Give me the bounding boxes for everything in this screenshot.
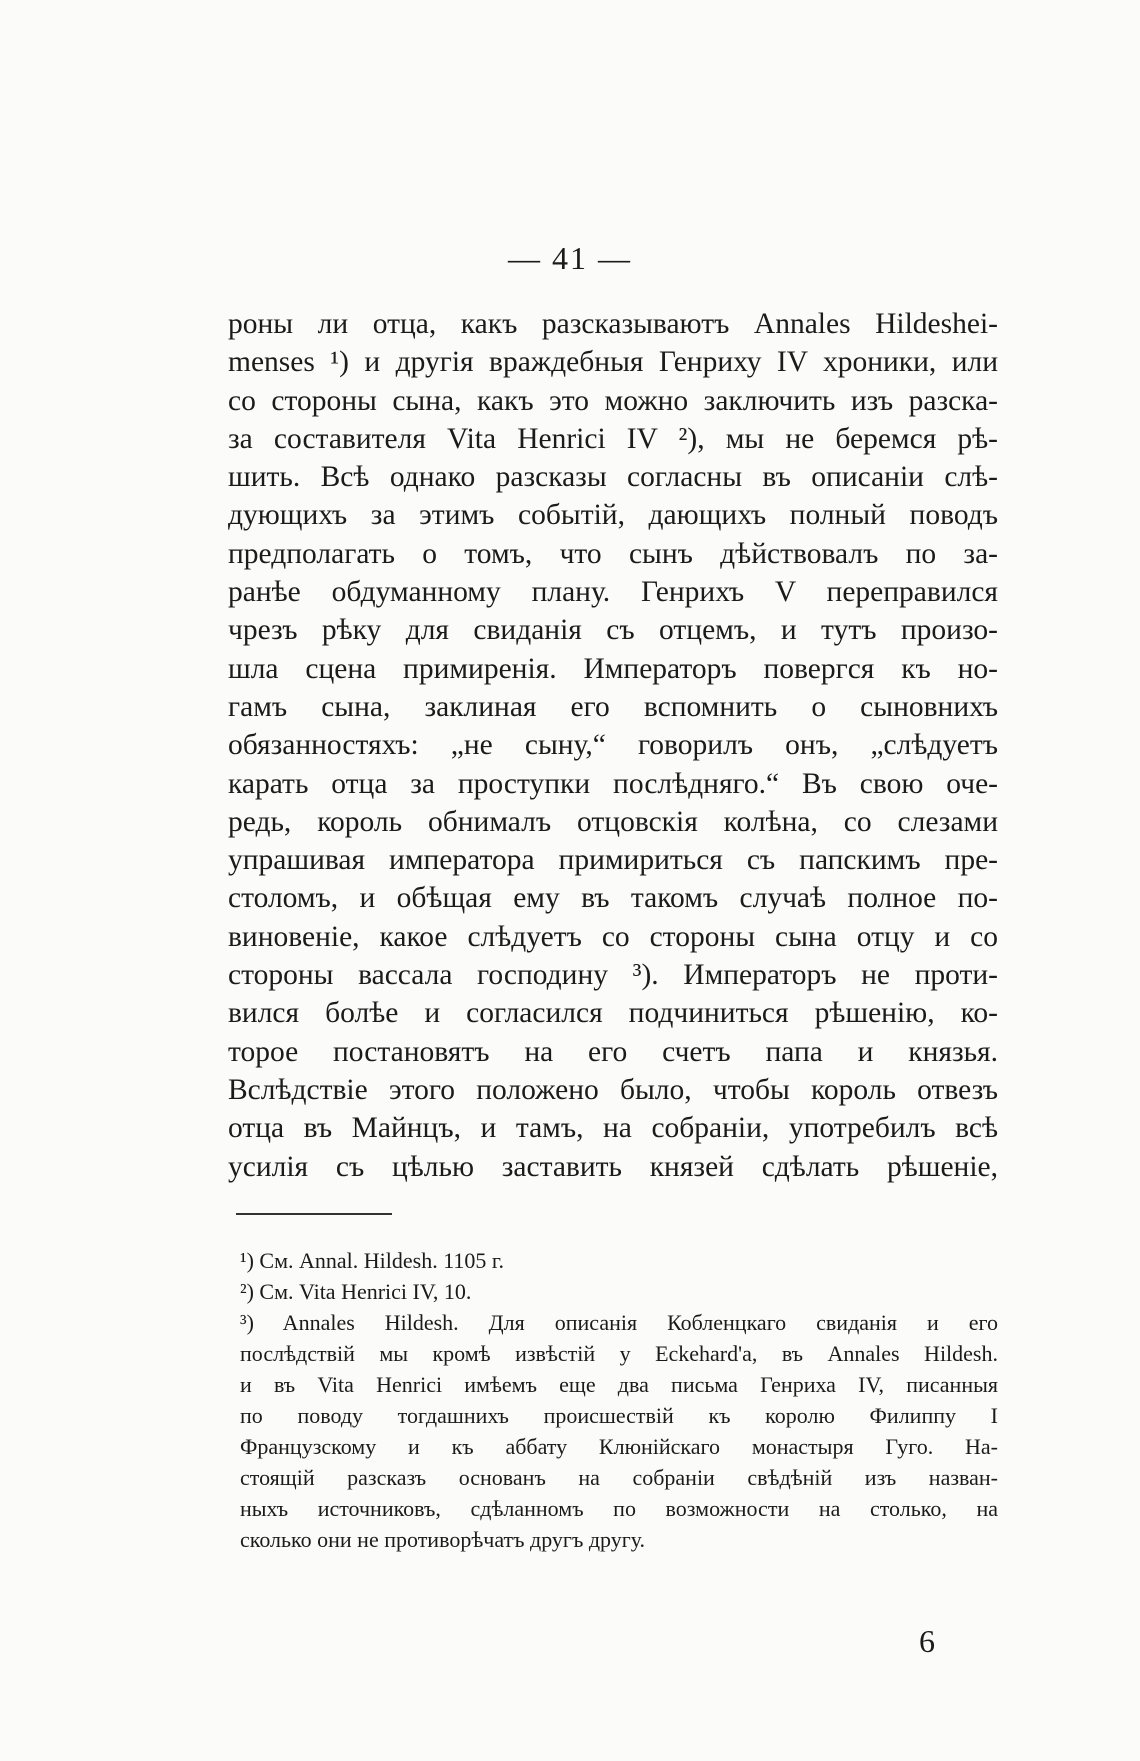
text-line: за составителя Vita Henrici IV ²), мы не беремся рѣ- xyxy=(228,422,998,455)
text-line: чрезъ рѣку для свиданія съ отцемъ, и тутъ произо- xyxy=(228,614,998,647)
footnote-1: ¹) См. Annal. Hildesh. 1105 г. xyxy=(240,1248,504,1273)
text-line: вился болѣе и согласился подчиниться рѣшенію, ко- xyxy=(228,997,998,1030)
page-number: — 41 — xyxy=(508,240,632,276)
text-line: шла сцена примиренія. Императоръ повергся къ но- xyxy=(228,652,998,685)
text-line: виновеніе, какое слѣдуетъ со стороны сына отцу и со xyxy=(228,920,998,953)
text-line: стороны вассала господину ³). Императоръ не проти- xyxy=(228,959,998,992)
footnote-3-line: стоящій разсказъ основанъ на собраніи свѣдѣній изъ назван- xyxy=(240,1465,998,1490)
text-line: menses ¹) и другія враждебныя Генриху IV хроники, или xyxy=(228,346,998,379)
footnote-3-line: по поводу тогдашнихъ происшествій къ королю Филиппу I xyxy=(240,1403,998,1428)
footnote-3-line: ныхъ источниковъ, сдѣланномъ по возможности на столько, на xyxy=(240,1496,998,1521)
text-line: торое постановятъ на его счетъ папа и князья. xyxy=(228,1035,998,1068)
text-line: шить. Всѣ однако разсказы согласны въ описаніи слѣ- xyxy=(228,461,998,494)
footnote-3-line: послѣдствій мы кромѣ извѣстій у Eckehard'а, въ Annales Hildesh. xyxy=(240,1341,998,1366)
text-line: усилія съ цѣлью заставить князей сдѣлать рѣшеніе, xyxy=(228,1150,998,1183)
text-line: гамъ сына, заклиная его вспомнить о сыновнихъ xyxy=(228,690,998,723)
text-line: предполагать о томъ, что сынъ дѣйствовалъ по за- xyxy=(228,537,998,570)
text-line: редь, король обнималъ отцовскія колѣна, со слезами xyxy=(228,805,998,838)
text-line: карать отца за проступки послѣдняго.“ Въ свою оче- xyxy=(228,767,998,800)
text-line: ранѣе обдуманному плану. Генрихъ V переправился xyxy=(228,576,998,609)
footnote-2: ²) См. Vita Henrici IV, 10. xyxy=(240,1279,472,1304)
text-line: столомъ, и обѣщая ему въ такомъ случаѣ полное по- xyxy=(228,882,998,915)
text-line: роны ли отца, какъ разсказываютъ Annales Hildeshei- xyxy=(228,308,998,340)
main-text xyxy=(228,305,998,1186)
signature-mark: 6 xyxy=(919,1623,935,1659)
footnote-3-line: ³) Annales Hildesh. Для описанія Кобленцкаго свиданія и его xyxy=(240,1310,998,1335)
text-line: дующихъ за этимъ событій, дающихъ полный поводъ xyxy=(228,499,998,532)
text-line: со стороны сына, какъ это можно заключить изъ разска- xyxy=(228,384,998,417)
footnotes xyxy=(240,1245,998,1555)
footnote-3-line: Французскому и къ аббату Клюнійскаго монастыря Гуго. На- xyxy=(240,1434,998,1459)
text-line: Вслѣдствіе этого положено было, чтобы король отвезъ xyxy=(228,1073,998,1106)
text-line: упрашивая императора примириться съ папскимъ пре- xyxy=(228,844,998,877)
text-line: отца въ Майнцъ, и тамъ, на собраніи, употребилъ всѣ xyxy=(228,1112,998,1145)
text-line: обязанностяхъ: „не сыну,“ говорилъ онъ, „слѣдуетъ xyxy=(228,729,998,762)
footnote-3-line: сколько они не противорѣчатъ другъ другу. xyxy=(240,1527,646,1552)
footnote-divider xyxy=(236,1213,392,1215)
footnote-3-line: и въ Vita Henrici имѣемъ еще два письма Генриха IV, писанныя xyxy=(240,1372,998,1397)
